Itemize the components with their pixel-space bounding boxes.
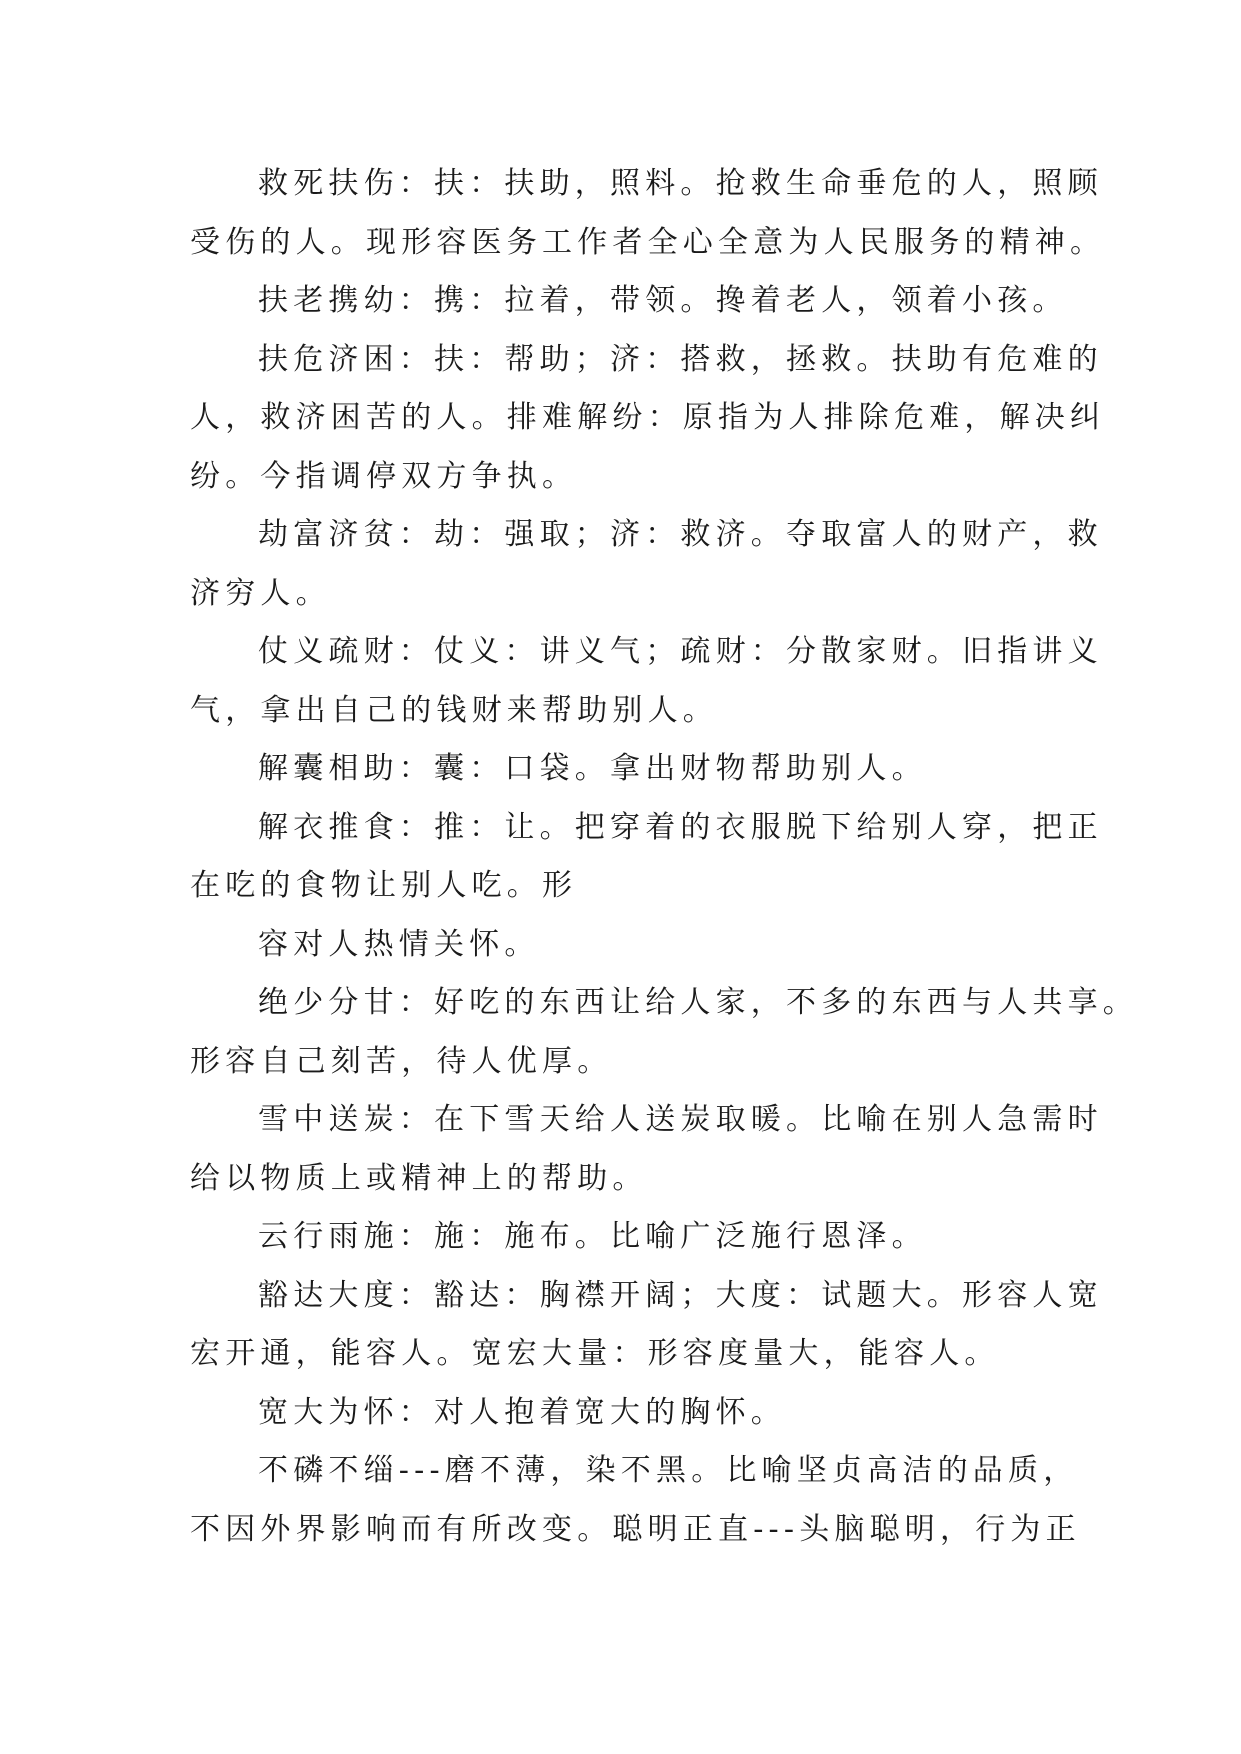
text-line: 宽大为怀：对人抱着宽大的胸怀。 [258, 1394, 786, 1430]
text-line: 仗义疏财：仗义：讲义气；疏财：分散家财。旧指讲义 [258, 634, 1103, 669]
text-line: 雪中送炭：在下雪天给人送炭取暖。比喻在别人急需时 [258, 1102, 1103, 1137]
text-line: 扶危济困：扶：帮助；济：搭救，拯救。扶助有危难的 [258, 341, 1103, 377]
text-line: 气，拿出自己的钱财来帮助别人。 [190, 692, 718, 728]
text-line: 人，救济困苦的人。排难解纷：原指为人排除危难，解决纠 [190, 400, 1106, 435]
text-line: 不磷不缁---磨不薄，染不黑。比喻坚贞高洁的品质， [258, 1453, 1079, 1488]
text-line: 纷。今指调停双方争执。 [190, 458, 578, 494]
text-line: 济穷人。 [190, 575, 331, 611]
text-line: 解囊相助：囊：口袋。拿出财物帮助别人。 [258, 751, 927, 786]
text-line: 云行雨施：施：施布。比喻广泛施行恩泽。 [258, 1219, 927, 1254]
text-line: 劫富济贫：劫：强取；济：救济。夺取富人的财产，救 [258, 517, 1103, 552]
text-line: 救死扶伤：扶：扶助，照料。抢救生命垂危的人，照顾 [258, 166, 1103, 201]
document-body [190, 155, 1138, 1559]
text-line: 扶老携幼：携：拉着，带领。搀着老人，领着小孩。 [258, 283, 1068, 318]
text-line: 给以物质上或精神上的帮助。 [190, 1160, 648, 1196]
text-line: 宏开通，能容人。宽宏大量：形容度量大，能容人。 [190, 1336, 1000, 1371]
text-line: 形容自己刻苦，待人优厚。 [190, 1043, 613, 1079]
text-line: 绝少分甘：好吃的东西让给人家，不多的东西与人共享。 [258, 985, 1138, 1020]
text-line: 解衣推食：推：让。把穿着的衣服脱下给别人穿，把正 [258, 809, 1103, 845]
text-line: 不因外界影响而有所改变。聪明正直---头脑聪明，行为正 [190, 1511, 1081, 1547]
text-line: 在吃的食物让别人吃。形 [190, 868, 578, 903]
text-line: 受伤的人。现形容医务工作者全心全意为人民服务的精神。 [190, 224, 1106, 260]
text-line: 豁达大度：豁达：胸襟开阔；大度：试题大。形容人宽 [258, 1277, 1103, 1313]
text-line: 容对人热情关怀。 [258, 926, 540, 962]
